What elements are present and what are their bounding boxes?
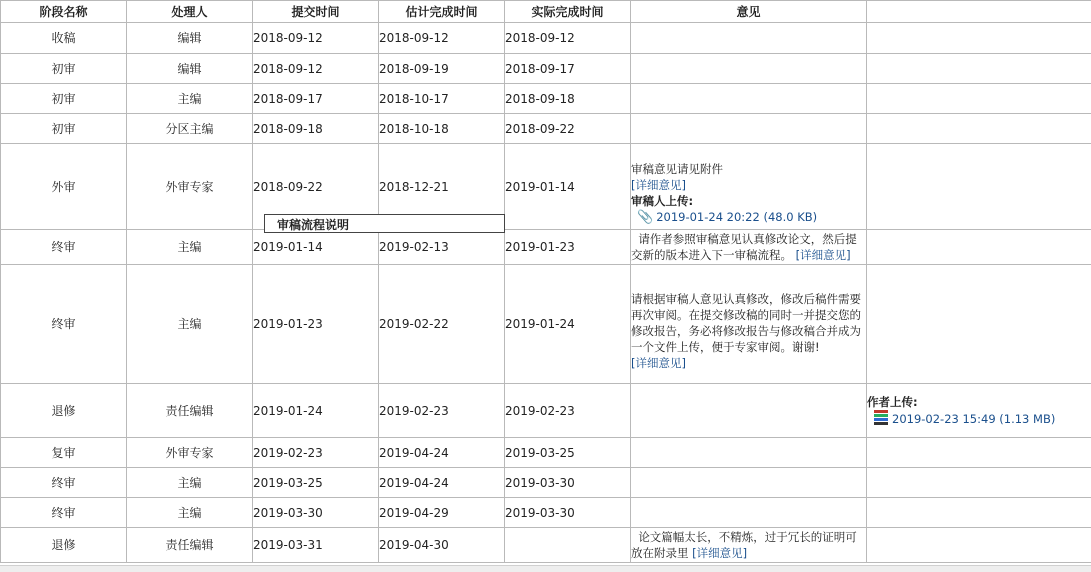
handler-cell: 外审专家 — [127, 438, 253, 468]
opinion-cell — [631, 23, 867, 54]
upload-cell — [867, 84, 1091, 114]
stage-cell: 终审 — [1, 230, 127, 265]
estimate-time-cell: 2018-10-18 — [379, 114, 505, 144]
estimate-time-cell: 2018-09-12 — [379, 23, 505, 54]
header-actual-time: 实际完成时间 — [505, 1, 631, 23]
review-process-tooltip — [264, 214, 505, 233]
handler-cell: 分区主编 — [127, 114, 253, 144]
submit-time-cell: 2018-09-12 — [253, 54, 379, 84]
table-row — [1, 265, 1091, 384]
scroll-area-edge — [0, 565, 1091, 572]
stacked-books-icon — [874, 410, 888, 425]
submit-time-cell: 2019-03-25 — [253, 468, 379, 498]
actual-time-cell: 2018-09-12 — [505, 23, 631, 54]
table-row — [1, 468, 1091, 498]
opinion-cell — [631, 54, 867, 84]
opinion-cell — [631, 528, 867, 563]
submit-time-cell: 2018-09-22 — [253, 144, 379, 230]
upload-cell — [867, 23, 1091, 54]
header-submit-time: 提交时间 — [253, 1, 379, 23]
upload-cell — [867, 144, 1091, 230]
submit-time-cell: 2019-01-14 — [253, 230, 379, 265]
opinion-cell — [631, 230, 867, 265]
opinion-cell — [631, 265, 867, 384]
actual-time-cell: 2019-02-23 — [505, 384, 631, 438]
reviewer-upload-label: 审稿人上传: — [631, 194, 694, 208]
reviewer-attachment-link[interactable]: 2019-01-24 20:22 (48.0 KB) — [656, 210, 818, 224]
actual-time-cell: 2018-09-22 — [505, 114, 631, 144]
upload-cell — [867, 54, 1091, 84]
table-row — [1, 114, 1091, 144]
submit-time-cell: 2019-03-31 — [253, 528, 379, 563]
detail-opinion-link[interactable]: [详细意见] — [692, 546, 748, 560]
estimate-time-cell: 2019-04-29 — [379, 498, 505, 528]
opinion-text: 请根据审稿人意见认真修改，修改后稿件需要再次审阅。在提交修改稿的同时一并提交您的修改报告，务必将修改报告与修改稿合并成为一个文件上传，便于专家审阅。谢谢! — [631, 292, 861, 354]
opinion-cell — [631, 498, 867, 528]
estimate-time-cell: 2019-02-13 — [379, 230, 505, 265]
handler-cell: 外审专家 — [127, 144, 253, 230]
estimate-time-cell: 2019-04-24 — [379, 438, 505, 468]
actual-time-cell: 2019-01-23 — [505, 230, 631, 265]
opinion-text: 论文篇幅太长，不精炼，过于冗长的证明可放在附录里 — [631, 530, 857, 560]
header-stage: 阶段名称 — [1, 1, 127, 23]
handler-cell: 主编 — [127, 265, 253, 384]
upload-cell — [867, 438, 1091, 468]
opinion-text: 请作者参照审稿意见认真修改论文，然后提交新的版本进入下一审稿流程。 — [631, 232, 857, 262]
opinion-cell — [631, 114, 867, 144]
table-row — [1, 144, 1091, 230]
estimate-time-cell: 2018-10-17 — [379, 84, 505, 114]
detail-opinion-link[interactable]: [详细意见] — [631, 356, 686, 370]
submit-time-cell: 2019-01-23 — [253, 265, 379, 384]
handler-cell: 主编 — [127, 230, 253, 265]
stage-cell: 外审 — [1, 144, 127, 230]
actual-time-cell: 2019-01-24 — [505, 265, 631, 384]
estimate-time-cell: 2019-04-30 — [379, 528, 505, 563]
table-row — [1, 438, 1091, 468]
upload-cell — [867, 468, 1091, 498]
header-opinion: 意见 — [631, 1, 867, 23]
table-row — [1, 384, 1091, 438]
header-handler: 处理人 — [127, 1, 253, 23]
upload-cell — [867, 114, 1091, 144]
stage-cell: 退修 — [1, 528, 127, 563]
opinion-cell — [631, 144, 867, 230]
table-row — [1, 498, 1091, 528]
stage-cell: 初审 — [1, 84, 127, 114]
upload-cell — [867, 230, 1091, 265]
table-row — [1, 528, 1091, 563]
handler-cell: 责任编辑 — [127, 528, 253, 563]
submit-time-cell: 2018-09-12 — [253, 23, 379, 54]
submit-time-cell: 2019-02-23 — [253, 438, 379, 468]
table-row — [1, 23, 1091, 54]
handler-cell: 主编 — [127, 498, 253, 528]
table-row — [1, 54, 1091, 84]
estimate-time-cell: 2018-12-21 — [379, 144, 505, 230]
header-extra — [867, 1, 1091, 23]
estimate-time-cell: 2019-02-22 — [379, 265, 505, 384]
actual-time-cell — [505, 528, 631, 563]
opinion-cell — [631, 438, 867, 468]
actual-time-cell: 2019-03-30 — [505, 468, 631, 498]
estimate-time-cell: 2018-09-19 — [379, 54, 505, 84]
upload-cell — [867, 498, 1091, 528]
handler-cell: 主编 — [127, 468, 253, 498]
estimate-time-cell: 2019-02-23 — [379, 384, 505, 438]
submit-time-cell: 2019-01-24 — [253, 384, 379, 438]
opinion-cell — [631, 468, 867, 498]
header-estimated-time: 估计完成时间 — [379, 1, 505, 23]
submit-time-cell: 2018-09-17 — [253, 84, 379, 114]
author-attachment-link[interactable]: 2019-02-23 15:49 (1.13 MB) — [892, 412, 1056, 426]
submit-time-cell: 2018-09-18 — [253, 114, 379, 144]
stage-cell: 退修 — [1, 384, 127, 438]
stage-cell: 终审 — [1, 265, 127, 384]
handler-cell: 责任编辑 — [127, 384, 253, 438]
opinion-cell — [631, 384, 867, 438]
handler-cell: 编辑 — [127, 54, 253, 84]
estimate-time-cell: 2019-04-24 — [379, 468, 505, 498]
actual-time-cell: 2019-03-25 — [505, 438, 631, 468]
stage-cell: 初审 — [1, 54, 127, 84]
actual-time-cell: 2018-09-17 — [505, 54, 631, 84]
submit-time-cell: 2019-03-30 — [253, 498, 379, 528]
actual-time-cell: 2019-03-30 — [505, 498, 631, 528]
stage-cell: 终审 — [1, 498, 127, 528]
table-row — [1, 84, 1091, 114]
paperclip-icon: 📎 — [637, 210, 654, 225]
detail-opinion-link[interactable]: [详细意见] — [631, 178, 686, 192]
handler-cell: 编辑 — [127, 23, 253, 54]
actual-time-cell: 2018-09-18 — [505, 84, 631, 114]
stage-cell: 终审 — [1, 468, 127, 498]
upload-cell — [867, 265, 1091, 384]
upload-cell — [867, 384, 1091, 438]
detail-opinion-link[interactable]: [详细意见] — [795, 248, 851, 262]
stage-cell: 初审 — [1, 114, 127, 144]
tooltip-title: 审稿流程说明 — [277, 218, 350, 232]
handler-cell: 主编 — [127, 84, 253, 114]
author-upload-label: 作者上传: — [867, 395, 918, 409]
stage-cell: 复审 — [1, 438, 127, 468]
opinion-cell — [631, 84, 867, 114]
opinion-text: 审稿意见请见附件 — [631, 162, 723, 176]
table-row — [1, 230, 1091, 265]
stage-cell: 收稿 — [1, 23, 127, 54]
actual-time-cell: 2019-01-14 — [505, 144, 631, 230]
upload-cell — [867, 528, 1091, 563]
table-header-row — [1, 1, 1091, 23]
